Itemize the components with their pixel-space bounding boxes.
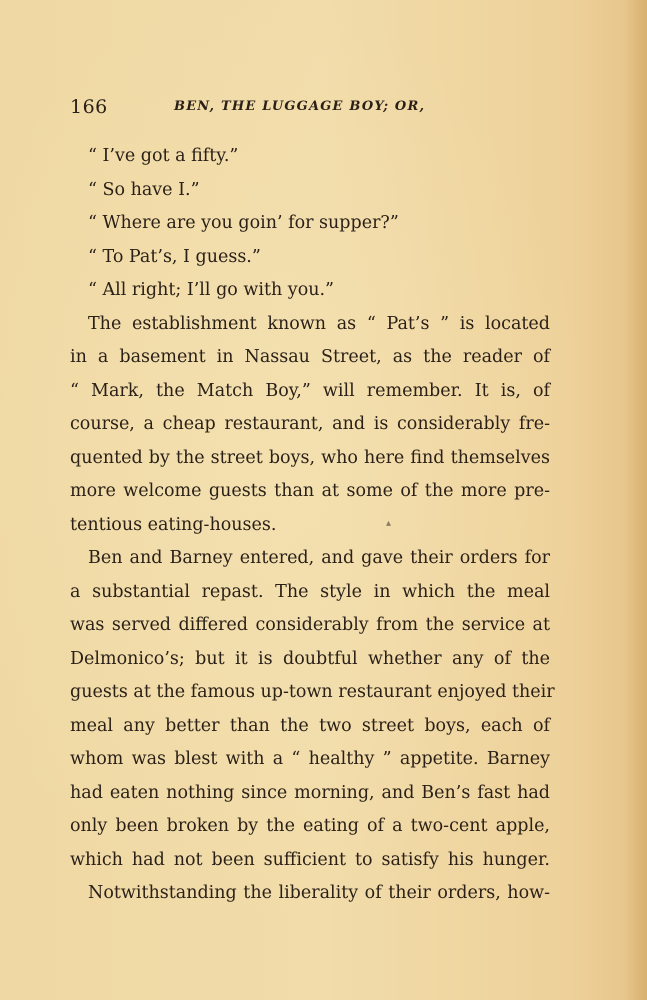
text-line: was served differed considerably from the service at	[70, 615, 550, 635]
text-line: course, a cheap restaurant, and is considerably fre-	[70, 414, 550, 434]
text-line: meal any better than the two street boys, each of	[70, 715, 550, 736]
body-text	[70, 140, 555, 911]
text-line: in a basement in Nassau Street, as the reader of	[70, 347, 550, 367]
page-gutter-shadow	[625, 0, 647, 1000]
dialogue-line: “ All right; I’ll go with you.”	[88, 280, 335, 300]
text-line: which had not been sufficient to satisfy his hunger.	[70, 849, 550, 870]
text-line: only been broken by the eating of a two-cent apple,	[70, 816, 550, 836]
page-header	[70, 96, 550, 120]
text-line: The establishment known as “ Pat’s ” is located	[88, 313, 550, 334]
text-line: whom was blest with a “ healthy ” appetite. Barney	[70, 749, 550, 769]
print-speck: ▴	[386, 518, 392, 529]
running-title: BEN, THE LUGGAGE BOY; OR,	[174, 99, 426, 114]
text-line: tentious eating-houses.	[70, 514, 277, 535]
text-line: Delmonico’s; but it is doubtful whether any of the	[70, 648, 550, 669]
text-line: quented by the street boys, who here find themselves	[70, 447, 550, 468]
dialogue-line: “ I’ve got a fifty.”	[88, 146, 239, 166]
text-line: Ben and Barney entered, and gave their orders for	[88, 548, 550, 568]
dialogue-line: “ So have I.”	[88, 179, 200, 200]
dialogue-line: “ To Pat’s, I guess.”	[88, 246, 261, 267]
dialogue-line: “ Where are you goin’ for supper?”	[88, 213, 399, 233]
text-line: Notwithstanding the liberality of their orders, how-	[88, 883, 550, 903]
text-line: had eaten nothing since morning, and Ben’s fast had	[70, 782, 550, 803]
text-line: guests at the famous up-town restaurant enjoyed their	[70, 682, 555, 702]
text-line: “ Mark, the Match Boy,” will remember. It is, of	[70, 380, 550, 401]
text-line: more welcome guests than at some of the more pre-	[70, 481, 550, 501]
page-number: 166	[70, 96, 108, 118]
text-line: a substantial repast. The style in which the meal	[70, 581, 550, 602]
